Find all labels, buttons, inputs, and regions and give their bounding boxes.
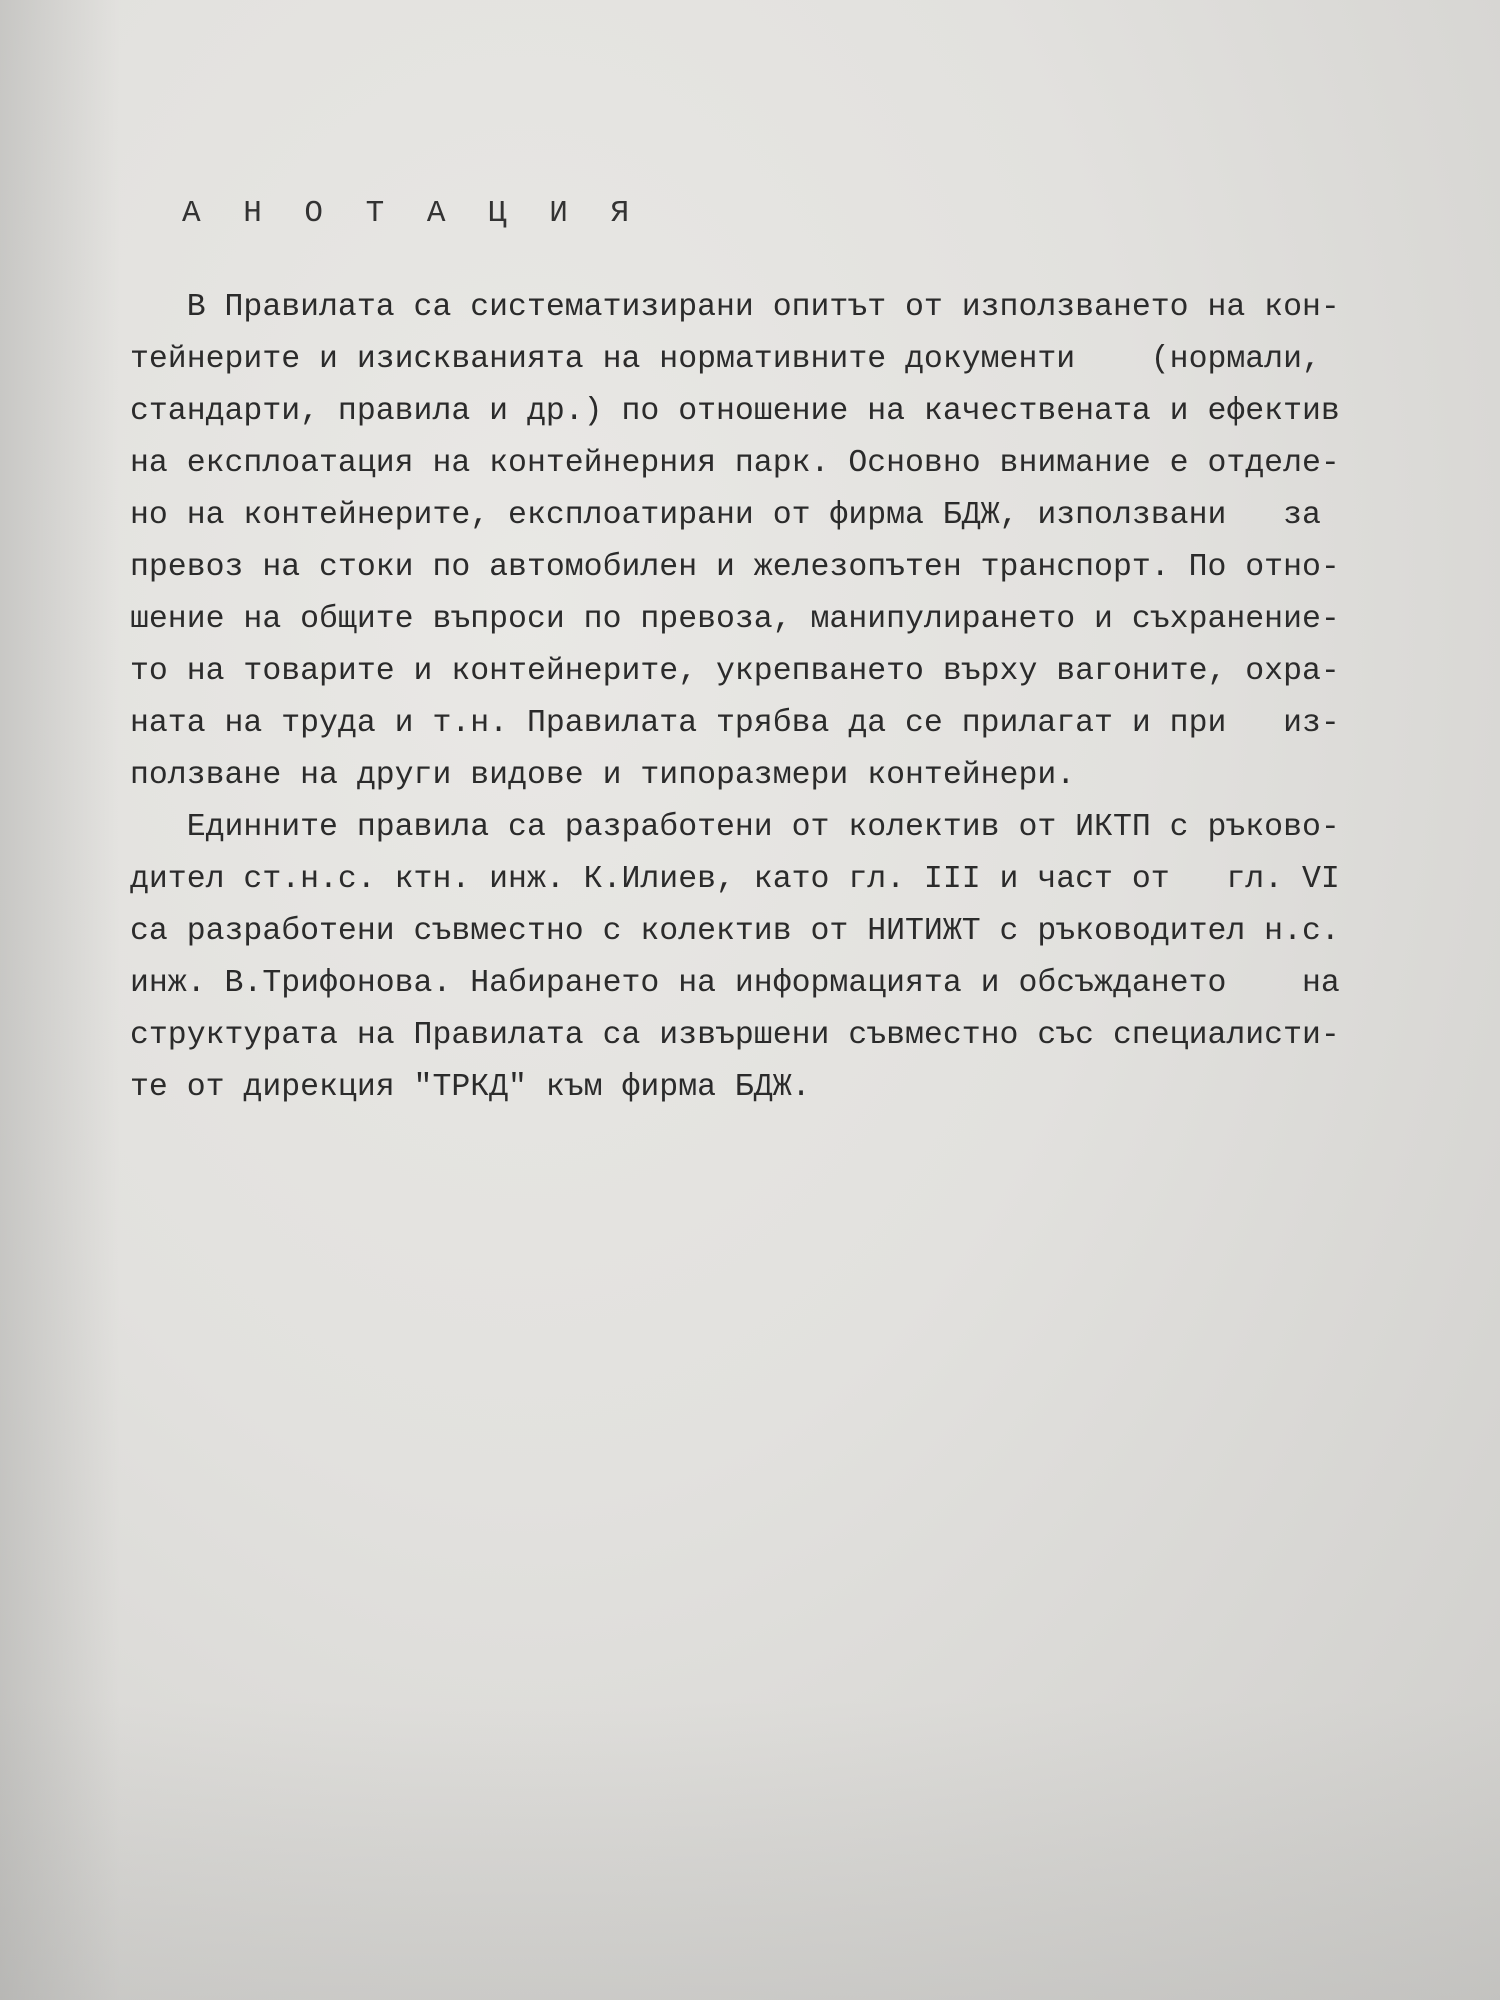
- annotation-body: [130, 282, 1430, 1114]
- page-title: А Н О Т А Ц И Я: [182, 196, 642, 231]
- text-line: те от дирекция "ТРКД" към фирма БДЖ.: [130, 1070, 811, 1105]
- text-line: ползване на други видове и типоразмери контейнери.: [130, 758, 1076, 793]
- text-line: стандарти, правила и др.) по отношение на качествената и ефектив: [130, 394, 1340, 429]
- text-line: тейнерите и изискванията на нормативните документи (нормали,: [130, 342, 1321, 377]
- page-shadow-bottom: [0, 1700, 1500, 2000]
- text-line: ната на труда и т.н. Правилата трябва да се прилагат и при из-: [130, 706, 1340, 741]
- text-line: инж. В.Трифонова. Набирането на информацията и обсъждането на: [130, 966, 1340, 1001]
- text-line: превоз на стоки по автомобилен и железопътен транспорт. По отно-: [130, 550, 1340, 585]
- text-line: на експлоатация на контейнерния парк. Основно внимание е отделе-: [130, 446, 1340, 481]
- text-line: В Правилата са систематизирани опитът от използването на кон-: [130, 290, 1340, 325]
- text-line: са разработени съвместно с колектив от НИТИЖТ с ръководител н.с.: [130, 914, 1340, 949]
- text-line: то на товарите и контейнерите, укрепването върху вагоните, охра-: [130, 654, 1340, 689]
- text-line: шение на общите въпроси по превоза, манипулирането и съхранение-: [130, 602, 1340, 637]
- text-line: Единните правила са разработени от колектив от ИКТП с ръково-: [130, 810, 1340, 845]
- text-line: но на контейнерите, експлоатирани от фирма БДЖ, използвани за: [130, 498, 1321, 533]
- text-line: структурата на Правилата са извършени съвместно със специалисти-: [130, 1018, 1340, 1053]
- text-line: дител ст.н.с. ктн. инж. К.Илиев, като гл. III и част от гл. VI: [130, 862, 1340, 897]
